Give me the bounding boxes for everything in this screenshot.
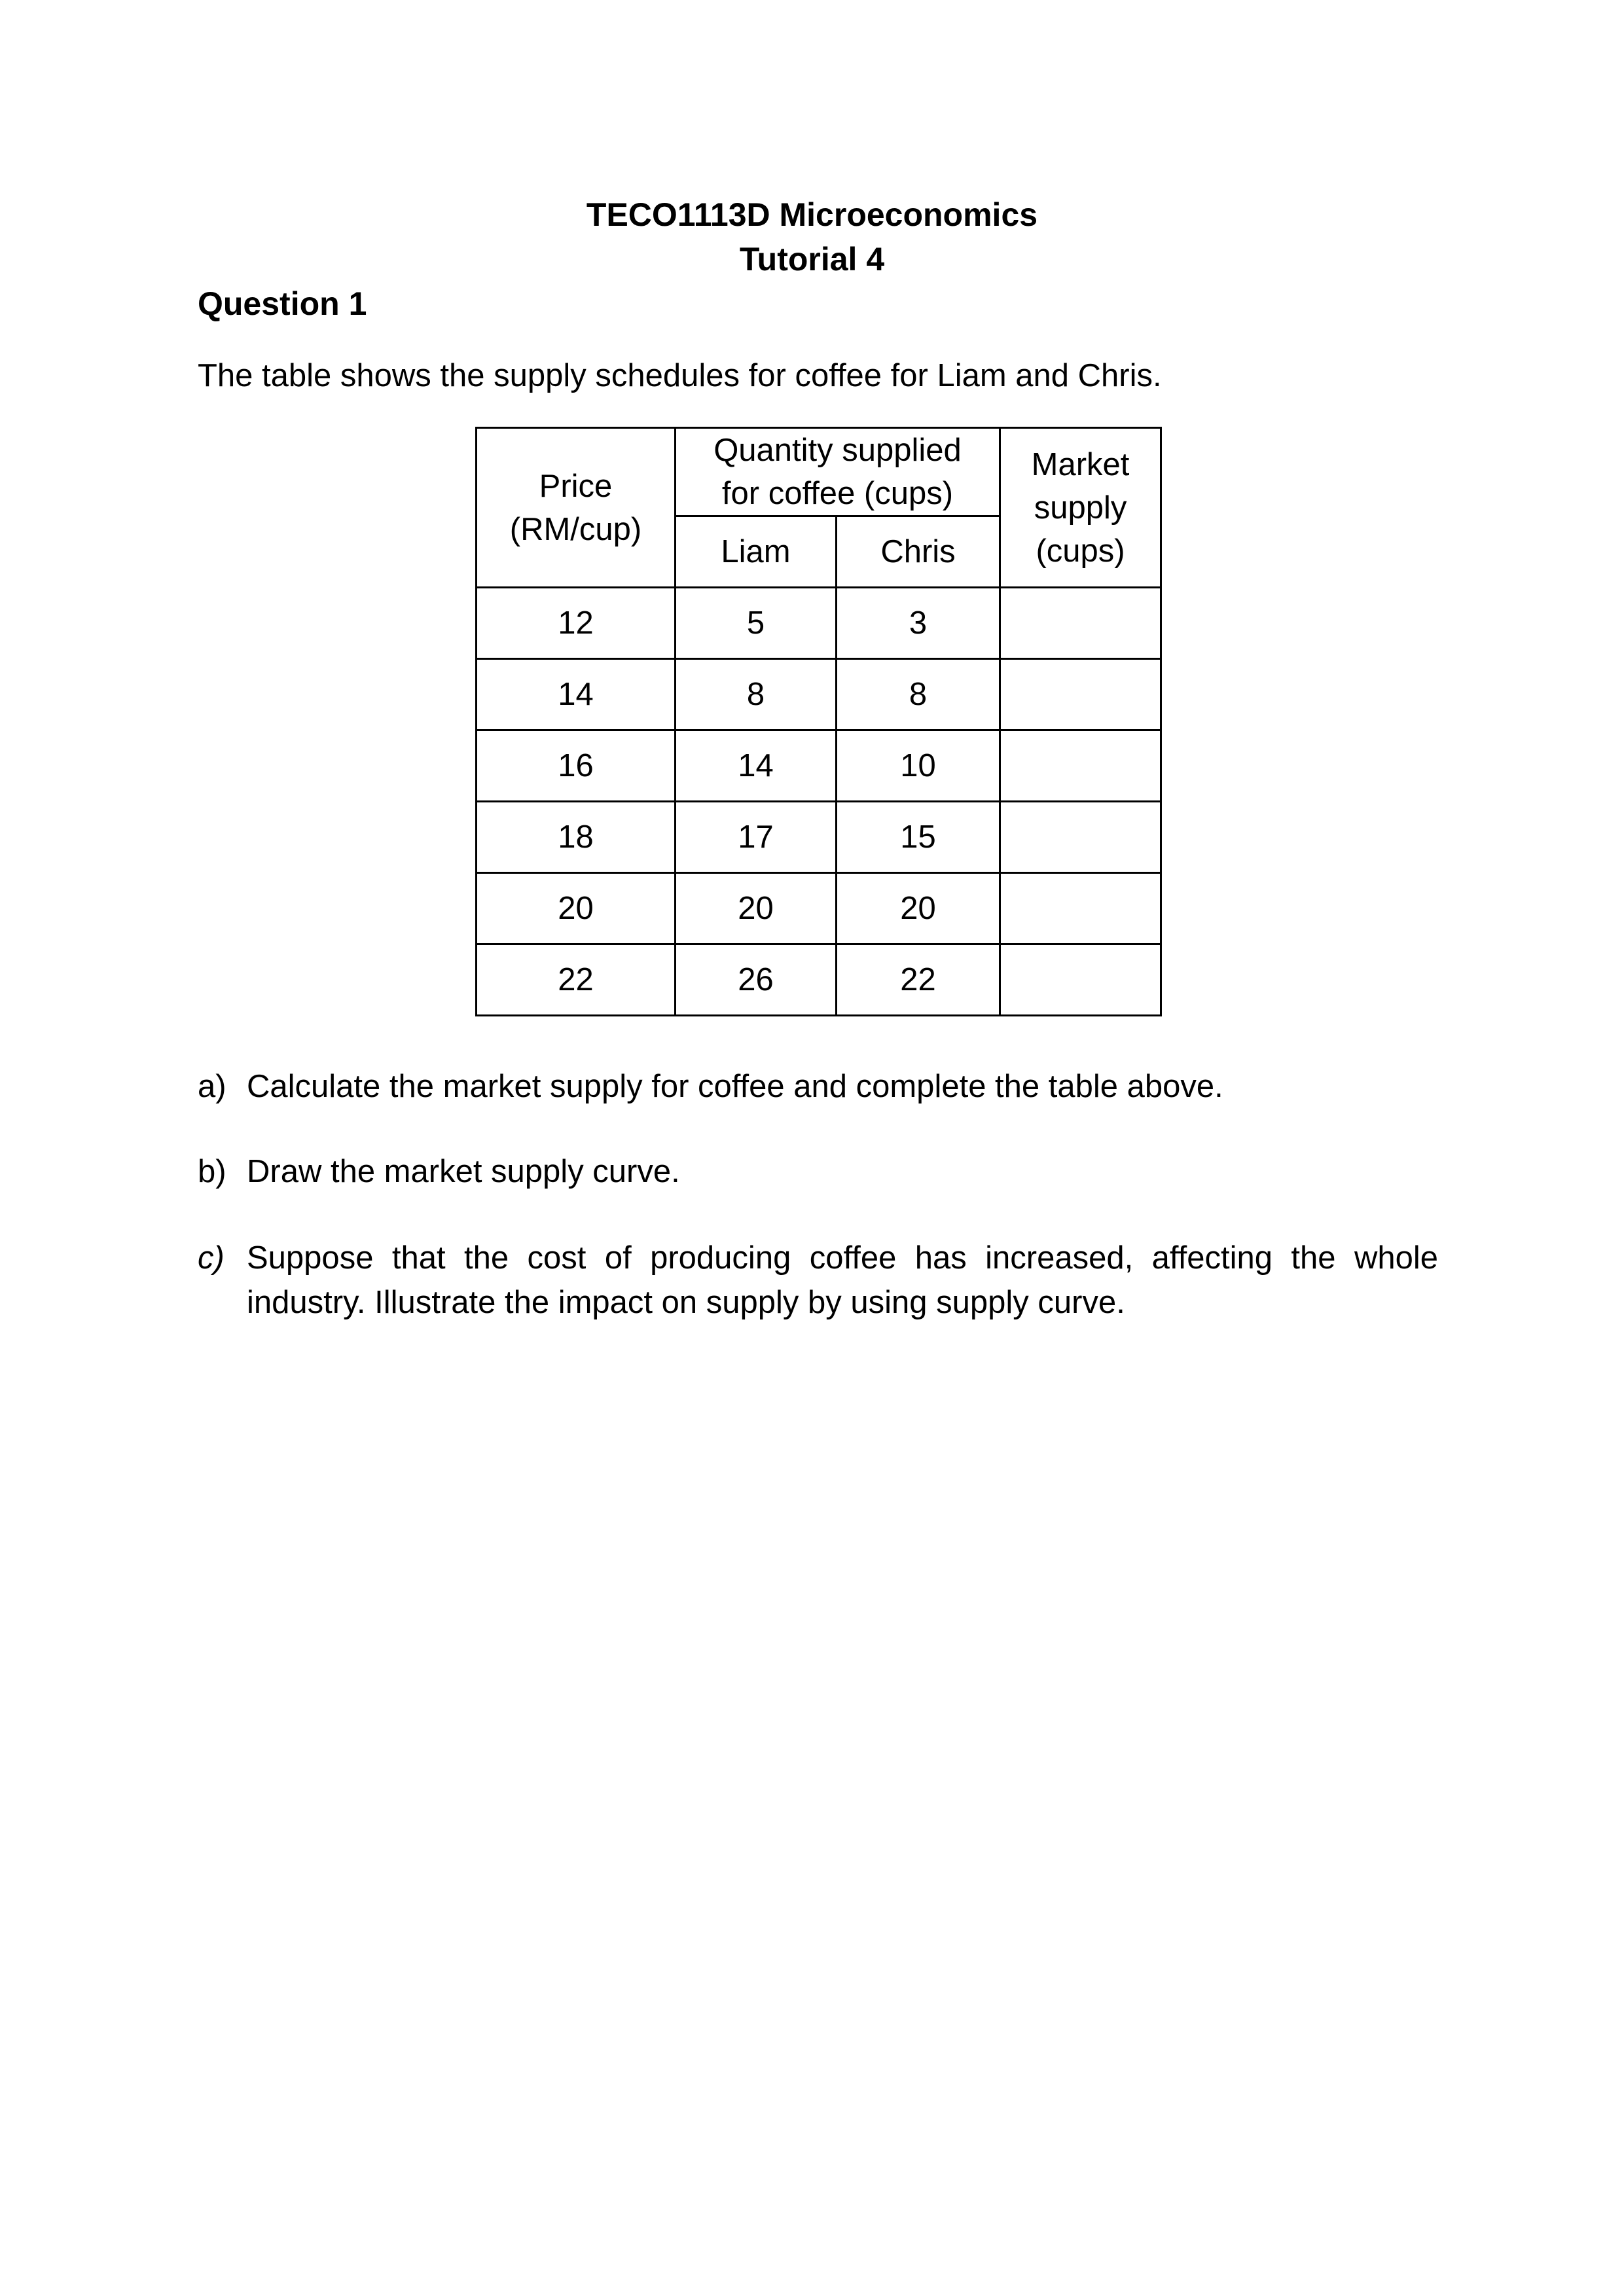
cell-liam: 26 <box>676 944 837 1016</box>
cell-market <box>1000 802 1161 873</box>
cell-price: 16 <box>477 730 676 802</box>
question-a-text: Calculate the market supply for coffee and complete the table above. <box>247 1069 1223 1104</box>
header-price-line2: (RM/cup) <box>509 511 642 547</box>
question-b-text: Draw the market supply curve. <box>247 1154 680 1189</box>
table-row <box>477 659 1161 730</box>
cell-liam: 17 <box>676 802 837 873</box>
course-title: TECO1113D Microeconomics <box>586 196 1038 233</box>
header-qty-line2: for coffee (cups) <box>721 476 954 511</box>
question-a-label: a) <box>198 1069 226 1104</box>
table-row <box>477 944 1161 1016</box>
header-quantity-supplied <box>676 428 1000 516</box>
header-market-line3: (cups) <box>1036 533 1125 569</box>
cell-chris: 3 <box>837 588 1000 659</box>
table-row <box>477 873 1161 944</box>
tutorial-title: Tutorial 4 <box>739 241 885 278</box>
cell-market <box>1000 588 1161 659</box>
cell-price: 12 <box>477 588 676 659</box>
table-row <box>477 802 1161 873</box>
question-heading: Question 1 <box>198 285 367 322</box>
cell-chris: 20 <box>837 873 1000 944</box>
intro-text: The table shows the supply schedules for coffee for Liam and Chris. <box>198 358 1162 393</box>
header-liam: Liam <box>676 516 837 588</box>
header-market-line1: Market <box>1031 446 1130 482</box>
cell-chris: 15 <box>837 802 1000 873</box>
cell-price: 22 <box>477 944 676 1016</box>
cell-liam: 5 <box>676 588 837 659</box>
cell-liam: 20 <box>676 873 837 944</box>
cell-market <box>1000 944 1161 1016</box>
question-c-text: Suppose that the cost of producing coffee has increased, affecting the whole industry. Illustrate the impact on supply by using supply curve. <box>247 1240 1438 1320</box>
cell-market <box>1000 659 1161 730</box>
header-price <box>477 428 676 588</box>
header-market-line2: supply <box>1034 490 1127 526</box>
cell-liam: 8 <box>676 659 837 730</box>
cell-price: 20 <box>477 873 676 944</box>
cell-chris: 8 <box>837 659 1000 730</box>
cell-chris: 10 <box>837 730 1000 802</box>
table-row <box>477 730 1161 802</box>
cell-chris: 22 <box>837 944 1000 1016</box>
question-b-label: b) <box>198 1154 226 1189</box>
header-chris: Chris <box>837 516 1000 588</box>
cell-market <box>1000 873 1161 944</box>
cell-price: 14 <box>477 659 676 730</box>
table-row <box>477 588 1161 659</box>
cell-market <box>1000 730 1161 802</box>
question-c-label: c) <box>198 1240 225 1276</box>
header-qty-line1: Quantity supplied <box>713 433 962 468</box>
cell-price: 18 <box>477 802 676 873</box>
table-header-row <box>477 428 1161 516</box>
supply-schedule-table <box>475 427 1162 1016</box>
header-market-supply <box>1000 428 1161 588</box>
header-price-line1: Price <box>539 468 613 504</box>
cell-liam: 14 <box>676 730 837 802</box>
